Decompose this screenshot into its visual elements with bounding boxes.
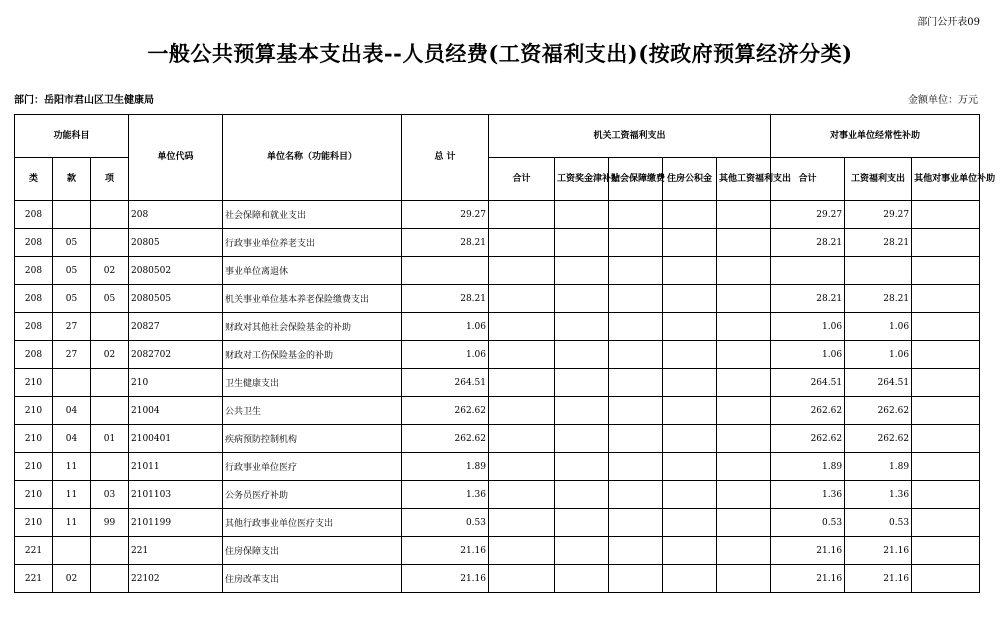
cell-kuan: 11 (53, 509, 91, 537)
cell-org-housing-fund (663, 481, 717, 509)
cell-org-subtotal (489, 313, 555, 341)
cell-kuan: 27 (53, 313, 91, 341)
header-inst-other: 其他对事业单位补助 (912, 158, 980, 201)
cell-org-wage-bonus (555, 285, 609, 313)
cell-inst-subtotal: 264.51 (771, 369, 845, 397)
cell-total: 21.16 (402, 565, 489, 593)
cell-org-social-security (609, 369, 663, 397)
cell-xiang (91, 229, 129, 257)
cell-org-other-wage (717, 453, 771, 481)
cell-org-housing-fund (663, 537, 717, 565)
cell-inst-other (912, 229, 980, 257)
header-total: 总 计 (402, 115, 489, 201)
cell-xiang (91, 537, 129, 565)
cell-org-wage-bonus (555, 341, 609, 369)
cell-lei: 208 (15, 229, 53, 257)
cell-unit-name: 机关事业单位基本养老保险缴费支出 (223, 285, 402, 313)
cell-unit-code: 20805 (129, 229, 223, 257)
table-row (15, 565, 980, 593)
cell-kuan: 02 (53, 565, 91, 593)
cell-org-housing-fund (663, 425, 717, 453)
header-function-subject: 功能科目 (15, 115, 129, 158)
cell-inst-wage-welfare: 28.21 (845, 285, 912, 313)
cell-lei: 208 (15, 313, 53, 341)
cell-lei: 210 (15, 369, 53, 397)
cell-unit-code: 22102 (129, 565, 223, 593)
cell-kuan: 04 (53, 425, 91, 453)
cell-lei: 221 (15, 565, 53, 593)
cell-xiang (91, 369, 129, 397)
cell-org-social-security (609, 537, 663, 565)
cell-inst-other (912, 565, 980, 593)
cell-lei: 210 (15, 397, 53, 425)
cell-unit-code: 221 (129, 537, 223, 565)
cell-org-other-wage (717, 229, 771, 257)
cell-inst-wage-welfare: 1.36 (845, 481, 912, 509)
cell-inst-wage-welfare: 21.16 (845, 565, 912, 593)
cell-org-housing-fund (663, 201, 717, 229)
cell-org-housing-fund (663, 509, 717, 537)
cell-inst-subtotal: 1.89 (771, 453, 845, 481)
cell-total: 262.62 (402, 425, 489, 453)
header-org-housing-fund: 住房公积金 (663, 158, 717, 201)
cell-org-subtotal (489, 565, 555, 593)
cell-org-housing-fund (663, 285, 717, 313)
cell-org-other-wage (717, 285, 771, 313)
cell-org-wage-bonus (555, 201, 609, 229)
cell-unit-code: 21004 (129, 397, 223, 425)
cell-inst-subtotal: 21.16 (771, 537, 845, 565)
cell-total: 0.53 (402, 509, 489, 537)
cell-unit-code: 2101199 (129, 509, 223, 537)
cell-total: 28.21 (402, 229, 489, 257)
cell-inst-wage-welfare: 28.21 (845, 229, 912, 257)
cell-inst-subtotal: 262.62 (771, 397, 845, 425)
cell-org-wage-bonus (555, 229, 609, 257)
cell-total: 264.51 (402, 369, 489, 397)
cell-org-wage-bonus (555, 565, 609, 593)
cell-unit-code: 21011 (129, 453, 223, 481)
cell-org-subtotal (489, 369, 555, 397)
cell-kuan (53, 369, 91, 397)
cell-unit-name: 住房保障支出 (223, 537, 402, 565)
cell-xiang (91, 453, 129, 481)
table-row (15, 229, 980, 257)
table-row (15, 481, 980, 509)
cell-xiang: 99 (91, 509, 129, 537)
cell-inst-subtotal (771, 257, 845, 285)
cell-unit-name: 财政对工伤保险基金的补助 (223, 341, 402, 369)
cell-unit-code: 210 (129, 369, 223, 397)
cell-org-social-security (609, 397, 663, 425)
cell-org-other-wage (717, 537, 771, 565)
cell-kuan: 05 (53, 229, 91, 257)
cell-kuan: 27 (53, 341, 91, 369)
cell-inst-wage-welfare (845, 257, 912, 285)
cell-inst-other (912, 313, 980, 341)
table-row (15, 397, 980, 425)
cell-unit-code: 2101103 (129, 481, 223, 509)
cell-org-social-security (609, 425, 663, 453)
cell-org-wage-bonus (555, 397, 609, 425)
table-row (15, 369, 980, 397)
cell-unit-name: 公共卫生 (223, 397, 402, 425)
table-row (15, 453, 980, 481)
cell-total: 21.16 (402, 537, 489, 565)
cell-inst-wage-welfare: 264.51 (845, 369, 912, 397)
cell-org-subtotal (489, 453, 555, 481)
cell-org-social-security (609, 565, 663, 593)
cell-org-housing-fund (663, 341, 717, 369)
cell-org-subtotal (489, 537, 555, 565)
cell-inst-wage-welfare: 1.06 (845, 341, 912, 369)
header-inst-subtotal: 合计 (771, 158, 845, 201)
cell-inst-other (912, 369, 980, 397)
cell-inst-subtotal: 1.36 (771, 481, 845, 509)
cell-lei: 210 (15, 481, 53, 509)
cell-org-other-wage (717, 341, 771, 369)
cell-total: 1.89 (402, 453, 489, 481)
cell-org-wage-bonus (555, 481, 609, 509)
cell-org-wage-bonus (555, 453, 609, 481)
cell-unit-name: 住房改革支出 (223, 565, 402, 593)
cell-org-other-wage (717, 397, 771, 425)
cell-org-wage-bonus (555, 257, 609, 285)
cell-inst-subtotal: 1.06 (771, 313, 845, 341)
cell-org-wage-bonus (555, 425, 609, 453)
table-row (15, 537, 980, 565)
cell-total: 28.21 (402, 285, 489, 313)
cell-inst-subtotal: 262.62 (771, 425, 845, 453)
cell-inst-other (912, 285, 980, 313)
cell-inst-other (912, 201, 980, 229)
cell-org-wage-bonus (555, 313, 609, 341)
amount-unit-label: 金额单位：万元 (908, 95, 978, 106)
cell-org-other-wage (717, 481, 771, 509)
cell-unit-name: 事业单位离退休 (223, 257, 402, 285)
cell-inst-other (912, 453, 980, 481)
cell-inst-wage-welfare: 0.53 (845, 509, 912, 537)
cell-kuan: 11 (53, 481, 91, 509)
cell-org-other-wage (717, 425, 771, 453)
cell-org-social-security (609, 201, 663, 229)
cell-inst-wage-welfare: 21.16 (845, 537, 912, 565)
cell-xiang: 05 (91, 285, 129, 313)
cell-inst-other (912, 341, 980, 369)
cell-inst-wage-welfare: 1.06 (845, 313, 912, 341)
cell-xiang: 01 (91, 425, 129, 453)
page-title: 一般公共预算基本支出表--人员经费(工资福利支出)(按政府预算经济分类) (147, 41, 853, 66)
header-org-wage-welfare: 机关工资福利支出 (489, 115, 771, 158)
cell-inst-other (912, 509, 980, 537)
header-kuan: 款 (53, 158, 91, 201)
cell-org-housing-fund (663, 565, 717, 593)
cell-lei: 208 (15, 285, 53, 313)
cell-org-subtotal (489, 285, 555, 313)
cell-unit-code: 2082702 (129, 341, 223, 369)
cell-total: 1.36 (402, 481, 489, 509)
cell-inst-subtotal: 1.06 (771, 341, 845, 369)
cell-inst-subtotal: 28.21 (771, 229, 845, 257)
cell-inst-wage-welfare: 262.62 (845, 397, 912, 425)
cell-total: 262.62 (402, 397, 489, 425)
cell-inst-subtotal: 21.16 (771, 565, 845, 593)
cell-org-housing-fund (663, 229, 717, 257)
cell-org-social-security (609, 229, 663, 257)
header-org-other-wage: 其他工资福利支出 (717, 158, 771, 201)
cell-org-subtotal (489, 425, 555, 453)
cell-unit-name: 公务员医疗补助 (223, 481, 402, 509)
cell-kuan: 11 (53, 453, 91, 481)
header-institution-subsidy: 对事业单位经常性补助 (771, 115, 980, 158)
cell-unit-name: 卫生健康支出 (223, 369, 402, 397)
cell-kuan: 04 (53, 397, 91, 425)
cell-org-social-security (609, 453, 663, 481)
cell-org-housing-fund (663, 257, 717, 285)
header-org-social-security: 社会保障缴费 (609, 158, 663, 201)
cell-unit-name: 行政事业单位医疗 (223, 453, 402, 481)
cell-inst-subtotal: 28.21 (771, 285, 845, 313)
header-unit-name: 单位名称（功能科目） (223, 115, 402, 201)
department-label: 部门：岳阳市君山区卫生健康局 (14, 95, 154, 106)
cell-total: 1.06 (402, 341, 489, 369)
cell-org-subtotal (489, 481, 555, 509)
cell-xiang (91, 565, 129, 593)
cell-org-social-security (609, 313, 663, 341)
cell-org-other-wage (717, 201, 771, 229)
cell-kuan (53, 537, 91, 565)
cell-unit-code: 2080505 (129, 285, 223, 313)
cell-lei: 208 (15, 341, 53, 369)
cell-xiang: 03 (91, 481, 129, 509)
cell-org-social-security (609, 509, 663, 537)
cell-inst-other (912, 397, 980, 425)
cell-inst-subtotal: 0.53 (771, 509, 845, 537)
cell-unit-code: 2100401 (129, 425, 223, 453)
cell-org-housing-fund (663, 369, 717, 397)
cell-org-other-wage (717, 509, 771, 537)
cell-org-social-security (609, 257, 663, 285)
cell-org-wage-bonus (555, 369, 609, 397)
cell-xiang (91, 313, 129, 341)
cell-org-subtotal (489, 397, 555, 425)
header-inst-wage-welfare: 工资福利支出 (845, 158, 912, 201)
cell-inst-wage-welfare: 29.27 (845, 201, 912, 229)
cell-inst-other (912, 481, 980, 509)
cell-org-housing-fund (663, 313, 717, 341)
header-unit-code: 单位代码 (129, 115, 223, 201)
cell-org-social-security (609, 481, 663, 509)
cell-unit-code: 208 (129, 201, 223, 229)
cell-inst-other (912, 537, 980, 565)
table-row (15, 509, 980, 537)
cell-lei: 208 (15, 201, 53, 229)
cell-org-wage-bonus (555, 537, 609, 565)
header-xiang: 项 (91, 158, 129, 201)
cell-xiang: 02 (91, 341, 129, 369)
header-lei: 类 (15, 158, 53, 201)
form-number: 部门公开表09 (917, 17, 980, 28)
cell-total: 29.27 (402, 201, 489, 229)
cell-total (402, 257, 489, 285)
cell-total: 1.06 (402, 313, 489, 341)
cell-kuan (53, 201, 91, 229)
cell-inst-wage-welfare: 262.62 (845, 425, 912, 453)
cell-org-housing-fund (663, 453, 717, 481)
cell-unit-name: 行政事业单位养老支出 (223, 229, 402, 257)
cell-xiang: 02 (91, 257, 129, 285)
cell-kuan: 05 (53, 285, 91, 313)
header-org-subtotal: 合计 (489, 158, 555, 201)
header-org-wage-bonus: 工资奖金津补贴 (555, 158, 609, 201)
cell-xiang (91, 201, 129, 229)
cell-unit-name: 财政对其他社会保险基金的补助 (223, 313, 402, 341)
cell-unit-name: 其他行政事业单位医疗支出 (223, 509, 402, 537)
cell-unit-code: 20827 (129, 313, 223, 341)
cell-org-subtotal (489, 201, 555, 229)
cell-org-subtotal (489, 257, 555, 285)
table-row (15, 201, 980, 229)
cell-org-other-wage (717, 565, 771, 593)
cell-org-other-wage (717, 313, 771, 341)
cell-org-social-security (609, 285, 663, 313)
table-row (15, 341, 980, 369)
cell-lei: 210 (15, 509, 53, 537)
cell-inst-subtotal: 29.27 (771, 201, 845, 229)
table-row (15, 425, 980, 453)
cell-org-wage-bonus (555, 509, 609, 537)
cell-lei: 210 (15, 425, 53, 453)
cell-lei: 221 (15, 537, 53, 565)
expenditure-table (14, 114, 996, 593)
cell-org-subtotal (489, 509, 555, 537)
cell-unit-name: 疾病预防控制机构 (223, 425, 402, 453)
cell-lei: 208 (15, 257, 53, 285)
table-row (15, 285, 980, 313)
cell-unit-name: 社会保障和就业支出 (223, 201, 402, 229)
cell-org-subtotal (489, 341, 555, 369)
cell-lei: 210 (15, 453, 53, 481)
cell-org-other-wage (717, 369, 771, 397)
cell-org-subtotal (489, 229, 555, 257)
cell-xiang (91, 397, 129, 425)
cell-inst-wage-welfare: 1.89 (845, 453, 912, 481)
cell-org-housing-fund (663, 397, 717, 425)
cell-org-other-wage (717, 257, 771, 285)
cell-inst-other (912, 425, 980, 453)
cell-inst-other (912, 257, 980, 285)
cell-kuan: 05 (53, 257, 91, 285)
table-row (15, 257, 980, 285)
cell-org-social-security (609, 341, 663, 369)
cell-unit-code: 2080502 (129, 257, 223, 285)
table-row (15, 313, 980, 341)
